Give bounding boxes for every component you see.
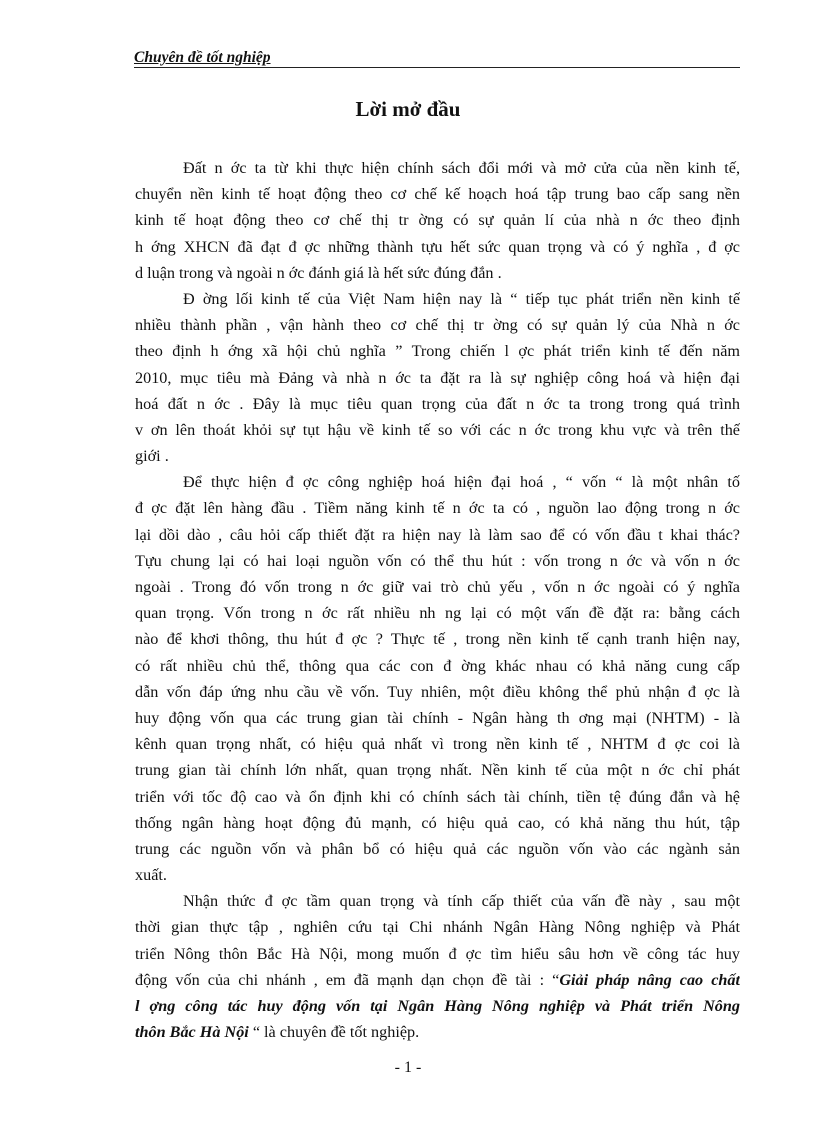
text-line: Tựu chung lại có hai loại nguồn vốn có thể thu hút : vốn trong n ớc và vốn n ớc bbox=[135, 551, 740, 570]
text-line: d luận trong và ngoài n ớc đánh giá là hết sức đúng đắn . bbox=[135, 263, 502, 282]
text-line: đ ợc đặt lên hàng đầu . Tiềm năng kinh tế n ớc ta có , nguồn lao động trong n ớc bbox=[135, 499, 740, 518]
text-line: triển với tốc độ cao và ổn định khi có chính sách tài chính, tiền tệ đúng đắn và hệ bbox=[135, 787, 740, 806]
page-title: Lời mở đầu bbox=[355, 97, 461, 121]
text-line bbox=[135, 1019, 740, 1045]
text-line: xuất. bbox=[135, 866, 167, 885]
text-line: giới . bbox=[135, 447, 169, 466]
text-line: trung gian tài chính lớn nhất, quan trọng nhất. Nền kinh tế của một n ớc chỉ phát bbox=[135, 761, 740, 780]
text-line: 2010, mục tiêu mà Đảng và nhà n ớc ta đặt ra là sự nghiệp công hoá và hiện đại bbox=[135, 368, 740, 387]
text-line: Đ ờng lối kinh tế của Việt Nam hiện nay là “ tiếp tục phát triển nền kinh tế bbox=[183, 289, 740, 308]
text-line: huy động vốn qua các trung gian tài chính - Ngân hàng th ơng mại (NHTM) - là bbox=[135, 708, 740, 727]
text-line: theo định h ớng xã hội chủ nghĩa ” Trong chiến l ợc phát triển kinh tế đến năm bbox=[135, 342, 740, 361]
text-line: Nhận thức đ ợc tầm quan trọng và tính cấp thiết của vấn đề này , sau một bbox=[183, 892, 740, 911]
thesis-topic: l ợng công tác huy động vốn tại Ngân Hàng Nông nghiệp và Phát triển Nông bbox=[135, 997, 740, 1015]
text-line: kinh tế hoạt động theo cơ chế thị tr ờng có sự quản lí của nhà n ớc theo định bbox=[135, 211, 740, 230]
text-line: chuyển nền kinh tế hoạt động theo cơ chế kế hoạch hoá tập trung bao cấp sang nền bbox=[135, 185, 740, 204]
text-line: ngoài . Trong đó vốn trong n ớc giữ vai trò chủ yếu , vốn n ớc ngoài có ý nghĩa bbox=[135, 578, 740, 596]
text-line: có rất nhiều chủ thể, thông qua các con đ ờng khác nhau có khả năng cung cấp bbox=[135, 656, 740, 675]
line-text: “ là chuyên đề tốt nghiệp. bbox=[248, 1023, 420, 1042]
line-text: động vốn của chi nhánh , em đã mạnh dạn chọn đề tài : “ bbox=[135, 970, 560, 989]
text-line: v ơn lên thoát khỏi sự tụt hậu về kinh tế so với các n ớc trong khu vực và trên thế bbox=[135, 420, 740, 439]
text-line: hoá đất n ớc . Đây là mục tiêu quan trọng của đất n ớc ta trong trong quá trình bbox=[135, 394, 740, 413]
text-line bbox=[135, 993, 740, 1019]
text-line bbox=[135, 967, 740, 993]
text-line: thời gian thực tập , nghiên cứu tại Chi nhánh Ngân Hàng Nông nghiệp và Phát bbox=[135, 918, 740, 937]
text-line: quan trọng. Vốn trong n ớc rất nhiều nh ng lại có một vấn đề đặt ra: bằng cách bbox=[135, 604, 740, 623]
running-header bbox=[134, 49, 740, 68]
header-text: Chuyên đề tốt nghiệp bbox=[134, 49, 271, 66]
text-line: Đất n ớc ta từ khi thực hiện chính sách đổi mới và mở cửa của nền kinh tế, bbox=[183, 159, 740, 177]
thesis-topic: thôn Bắc Hà Nội bbox=[135, 1023, 249, 1042]
text-line: h ớng XHCN đã đạt đ ợc những thành tựu hết sức quan trọng và có ý nghĩa , đ ợc bbox=[135, 237, 740, 256]
document-body bbox=[135, 155, 740, 1045]
text-line: nào để khơi thông, thu hút đ ợc ? Thực tế , trong nền kinh tế cạnh tranh hiện nay, bbox=[135, 630, 740, 649]
text-line: dẫn vốn đáp ứng nhu cầu về vốn. Tuy nhiên, một điều không thể phủ nhận đ ợc là bbox=[135, 682, 740, 701]
thesis-topic: Giải pháp nâng cao chất bbox=[559, 970, 740, 989]
page-number: - 1 - bbox=[394, 1059, 422, 1076]
text-line: kênh quan trọng nhất, có hiệu quả nhất vì trong nền kinh tế , NHTM đ ợc coi là bbox=[135, 735, 740, 754]
text-line: nhiều thành phần , vận hành theo cơ chế thị tr ờng có sự quản lý của Nhà n ớc bbox=[135, 316, 740, 335]
text-line: trung các nguồn vốn và phân bổ có hiệu quả các nguồn vốn vào các ngành sản bbox=[135, 839, 740, 858]
text-line: triển Nông thôn Bắc Hà Nội, mong muốn đ ợc tìm hiểu sâu hơn về công tác huy bbox=[135, 944, 740, 963]
text-line: lại dồi dào , câu hỏi cấp thiết đặt ra hiện nay là làm sao để có vốn đầu t khai thác? bbox=[135, 525, 740, 544]
text-line: thống ngân hàng hoạt động đủ mạnh, có hiệu quả cao, có khả năng thu hút, tập bbox=[135, 813, 740, 832]
text-line: Để thực hiện đ ợc công nghiệp hoá hiện đại hoá , “ vốn “ là một nhân tố bbox=[183, 473, 740, 492]
